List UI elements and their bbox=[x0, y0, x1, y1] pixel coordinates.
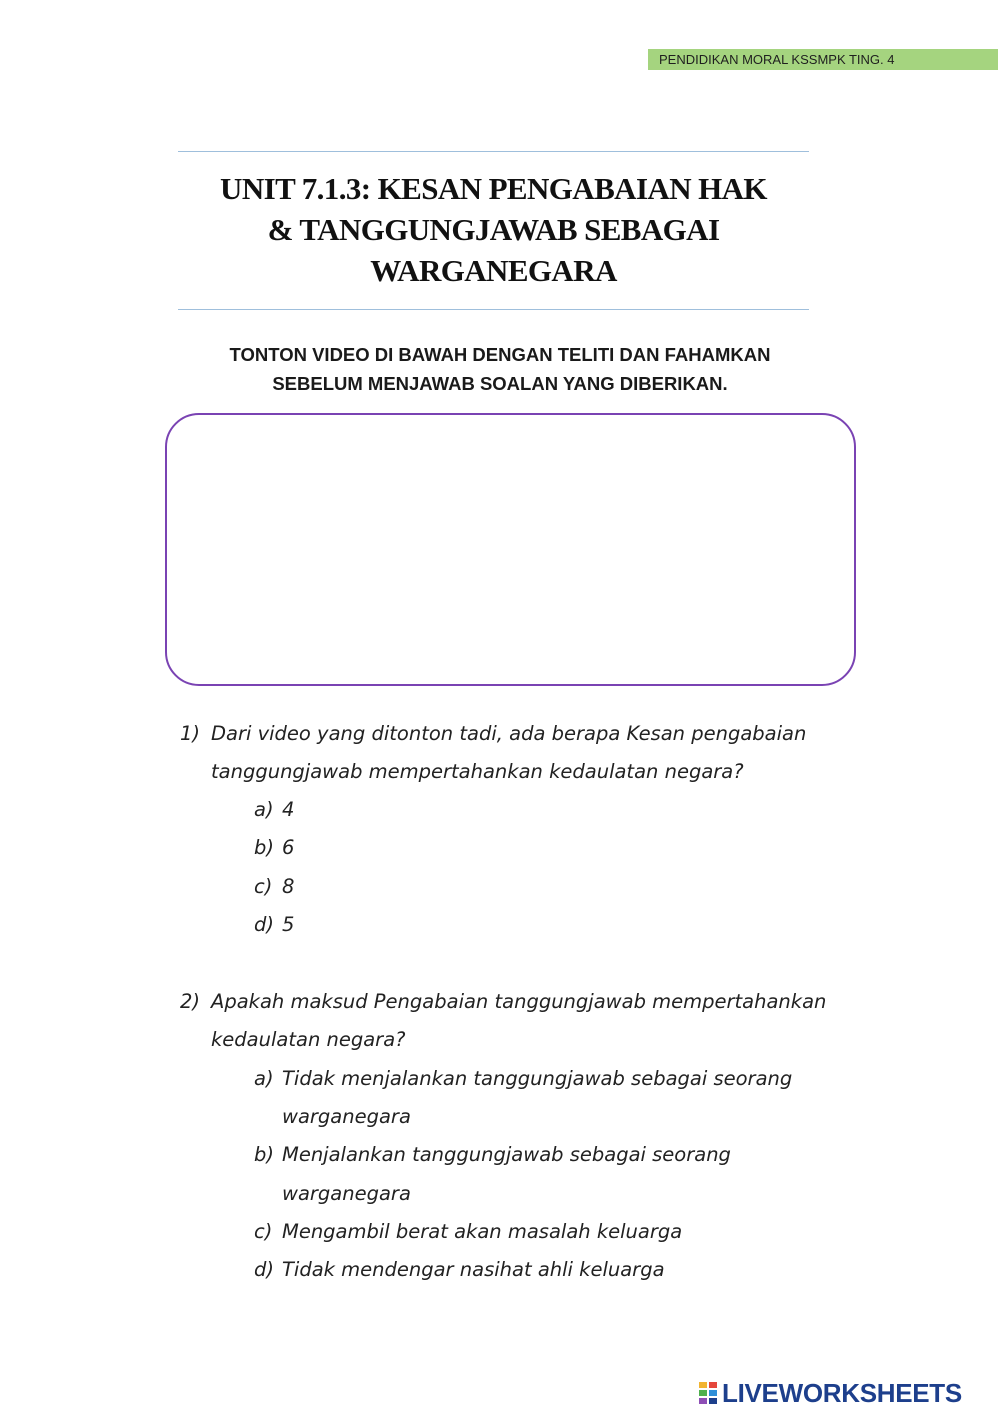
question-2-number: 2) bbox=[180, 990, 201, 1013]
logo-square-icon bbox=[709, 1382, 717, 1388]
question-1-option-a[interactable] bbox=[254, 796, 294, 824]
option-letter: b) bbox=[254, 1143, 274, 1166]
instruction-line: SEBELUM MENJAWAB SOALAN YANG DIBERIKAN. bbox=[272, 373, 728, 394]
page-title bbox=[178, 168, 809, 291]
question-2-text: kedaulatan negara? bbox=[211, 1028, 406, 1051]
option-text: 4 bbox=[282, 798, 295, 821]
question-2-option-d[interactable] bbox=[254, 1256, 665, 1284]
title-line: & TANGGUNGJAWAB SEBAGAI bbox=[267, 212, 720, 247]
video-embed-box[interactable] bbox=[165, 413, 856, 686]
logo-square-icon bbox=[699, 1398, 707, 1404]
logo-square-icon bbox=[709, 1398, 717, 1404]
title-line: WARGANEGARA bbox=[370, 253, 617, 288]
logo-square-icon bbox=[709, 1390, 717, 1396]
question-2-option-b-continued[interactable]: warganegara bbox=[282, 1182, 411, 1205]
question-1-text: tanggungjawab mempertahankan kedaulatan negara? bbox=[211, 760, 744, 783]
option-text: 8 bbox=[282, 875, 295, 898]
title-rule-top bbox=[178, 151, 809, 152]
title-rule-bottom bbox=[178, 309, 809, 310]
question-2-option-a[interactable] bbox=[254, 1065, 792, 1093]
question-2-option-b[interactable] bbox=[254, 1141, 731, 1169]
option-letter: c) bbox=[254, 1220, 273, 1243]
question-1-text: Dari video yang ditonton tadi, ada berapa Kesan pengabaian bbox=[211, 722, 807, 745]
option-text: 5 bbox=[282, 913, 295, 936]
option-letter: a) bbox=[254, 798, 274, 821]
question-1-option-b[interactable] bbox=[254, 834, 294, 862]
question-2-text: Apakah maksud Pengabaian tanggungjawab mempertahankan bbox=[211, 990, 827, 1013]
liveworksheets-logo[interactable] bbox=[698, 1376, 962, 1410]
option-letter: d) bbox=[254, 913, 274, 936]
option-letter: d) bbox=[254, 1258, 274, 1281]
option-text: Tidak mendengar nasihat ahli keluarga bbox=[282, 1258, 665, 1281]
logo-text: LIVEWORKSHEETS bbox=[722, 1377, 962, 1408]
question-2-option-a-continued[interactable]: warganegara bbox=[282, 1105, 411, 1128]
question-1-option-d[interactable] bbox=[254, 911, 294, 939]
logo-square-icon bbox=[699, 1382, 707, 1388]
option-letter: a) bbox=[254, 1067, 274, 1090]
question-2-option-c[interactable] bbox=[254, 1218, 682, 1246]
liveworksheets-logo-icon bbox=[698, 1381, 718, 1405]
title-line: UNIT 7.1.3: KESAN PENGABAIAN HAK bbox=[220, 171, 767, 206]
instruction-line: TONTON VIDEO DI BAWAH DENGAN TELITI DAN FAHAMKAN bbox=[229, 344, 771, 365]
question-1-option-c[interactable] bbox=[254, 873, 294, 901]
instruction-text bbox=[140, 340, 860, 398]
logo-square-icon bbox=[699, 1390, 707, 1396]
option-letter: b) bbox=[254, 836, 274, 859]
option-text: Menjalankan tanggungjawab sebagai seorang bbox=[282, 1143, 731, 1166]
option-letter: c) bbox=[254, 875, 273, 898]
subject-tag: PENDIDIKAN MORAL KSSMPK TING. 4 bbox=[648, 49, 998, 70]
question-1-number: 1) bbox=[180, 722, 201, 745]
option-text: Mengambil berat akan masalah keluarga bbox=[282, 1220, 683, 1243]
option-text: 6 bbox=[282, 836, 295, 859]
option-text: Tidak menjalankan tanggungjawab sebagai seorang bbox=[282, 1067, 793, 1090]
